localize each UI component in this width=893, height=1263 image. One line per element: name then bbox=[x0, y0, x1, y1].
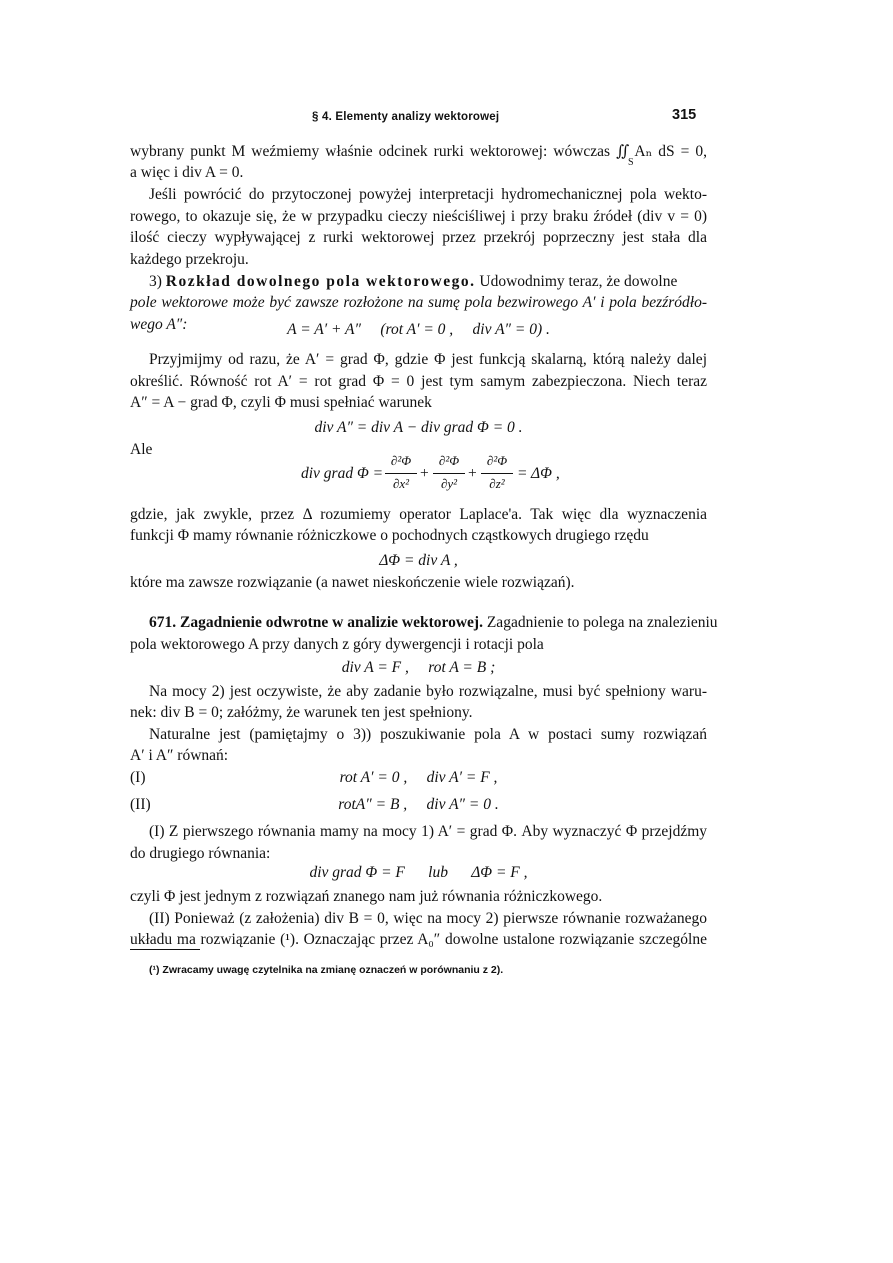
integral-subscript: S bbox=[628, 157, 634, 168]
text-line: A″ = A − grad Φ, czyli Φ musi spełniać warunek bbox=[130, 394, 432, 411]
subsection-title: Rozkład dowolnego pola wektorowego. bbox=[165, 273, 476, 290]
text-line: układu ma rozwiązanie (¹). Oznaczając przez A₀″ dowolne ustalone rozwiązanie szczególne bbox=[130, 931, 707, 948]
footnote-rule bbox=[130, 949, 200, 950]
text-line: wybrany punkt M weźmiemy właśnie odcinek rurki wektorowej: wówczas ∬ Aₙ dS = 0, bbox=[130, 143, 707, 160]
text-line: pole wektorowe może być zawsze rozłożone na sumę pola bezwirowego A′ i pola bezźródło- bbox=[130, 294, 707, 311]
section-number: 671. bbox=[149, 614, 177, 631]
fraction-numerator: ∂²Φ bbox=[486, 453, 508, 468]
text-line: Przyjmijmy od razu, że A′ = grad Φ, gdzie Φ jest funkcją skalarną, którą należy dalej bbox=[149, 351, 707, 368]
text-line: do drugiego równania: bbox=[130, 845, 271, 862]
running-header: § 4. Elementy analizy wektorowej bbox=[312, 111, 500, 123]
text-line: Naturalne jest (pamiętajmy o 3)) poszukiwanie pola A w postaci sumy rozwiązań bbox=[149, 726, 707, 743]
text-line: Na mocy 2) jest oczywiste, że aby zadanie było rozwiązalne, musi być spełniony waru- bbox=[149, 683, 707, 700]
equation: rotA″ = B , div A″ = 0 . bbox=[338, 796, 499, 813]
text-line: A′ i A″ równań: bbox=[130, 747, 229, 764]
text-line: które ma zawsze rozwiązanie (a nawet nieskończenie wiele rozwiązań). bbox=[130, 574, 575, 591]
system-label: (II) bbox=[130, 796, 151, 813]
text-line: czyli Φ jest jednym z rozwiązań znanego nam już równania różniczkowego. bbox=[130, 888, 603, 905]
text-line: rowego, to okazuje się, że w przypadku cieczy nieściśliwej i przy braku źródeł (div v = 0) bbox=[130, 208, 707, 225]
text-line: każdego przekroju. bbox=[130, 251, 249, 268]
equation-rhs: = ΔΦ , bbox=[517, 465, 560, 482]
page-number: 315 bbox=[672, 107, 697, 123]
text-line: Jeśli powrócić do przytoczonej powyżej interpretacji hydromechanicznej pola wekto- bbox=[149, 186, 707, 203]
text-line: nek: div B = 0; załóżmy, że warunek ten jest spełniony. bbox=[130, 704, 473, 721]
fraction-numerator: ∂²Φ bbox=[438, 453, 460, 468]
footnote: (¹) Zwracamy uwagę czytelnika na zmianę oznaczeń w porównaniu z 2). bbox=[149, 964, 504, 976]
fraction-denominator: ∂x² bbox=[392, 476, 410, 491]
text-line: (II) Ponieważ (z założenia) div B = 0, więc na mocy 2) pierwsze równanie rozważanego bbox=[149, 910, 707, 927]
fraction-bar bbox=[385, 473, 417, 474]
text-line: określić. Równość rot A′ = rot grad Φ = 0 jest tym samym zabezpieczona. Niech teraz bbox=[130, 373, 707, 390]
equation: ΔΦ = div A , bbox=[379, 552, 458, 569]
plus-sign: + bbox=[468, 465, 477, 482]
fraction-denominator: ∂y² bbox=[440, 476, 458, 491]
section-heading: 671. Zagadnienie odwrotne w analizie wektorowej. Zagadnienie to polega na znalezieniu bbox=[149, 614, 718, 631]
fraction-denominator: ∂z² bbox=[489, 476, 505, 491]
equation-lhs: div grad Φ = bbox=[301, 465, 384, 482]
text-line: Ale bbox=[130, 441, 153, 458]
equation: div grad Φ = F lub ΔΦ = F , bbox=[309, 864, 528, 881]
fraction-bar bbox=[433, 473, 465, 474]
system-label: (I) bbox=[130, 769, 146, 786]
text-line: pola wektorowego A przy danych z góry dywergencji i rotacji pola bbox=[130, 636, 544, 653]
equation: div A = F , rot A = B ; bbox=[341, 659, 496, 676]
text-line: ilość cieczy wypływającej z rurki wektorowej przez przekrój poprzeczny jest stała dla bbox=[130, 229, 707, 246]
text-line: funkcji Φ mamy równanie różniczkowe o pochodnych cząstkowych drugiego rzędu bbox=[130, 527, 649, 544]
text-line: (I) Z pierwszego równania mamy na mocy 1) A′ = grad Φ. Aby wyznaczyć Φ przejdźmy bbox=[149, 823, 707, 840]
fraction-bar bbox=[481, 473, 513, 474]
equation: div A″ = div A − div grad Φ = 0 . bbox=[314, 419, 523, 436]
text-line: gdzie, jak zwykle, przez Δ rozumiemy operator Laplace'a. Tak więc dla wyznaczenia bbox=[130, 506, 707, 523]
fraction-numerator: ∂²Φ bbox=[390, 453, 412, 468]
section-title: Zagadnienie odwrotne w analizie wektorowej. bbox=[180, 614, 483, 631]
equation: rot A′ = 0 , div A′ = F , bbox=[339, 769, 498, 786]
text-line: a więc i div A = 0. bbox=[130, 164, 244, 181]
plus-sign: + bbox=[420, 465, 429, 482]
subsection-heading: 3) Rozkład dowolnego pola wektorowego. Udowodnimy teraz, że dowolne bbox=[149, 273, 678, 290]
equation: A = A′ + A″ (rot A′ = 0 , div A″ = 0) . bbox=[287, 321, 550, 338]
text-line: wego A″: bbox=[130, 316, 188, 333]
